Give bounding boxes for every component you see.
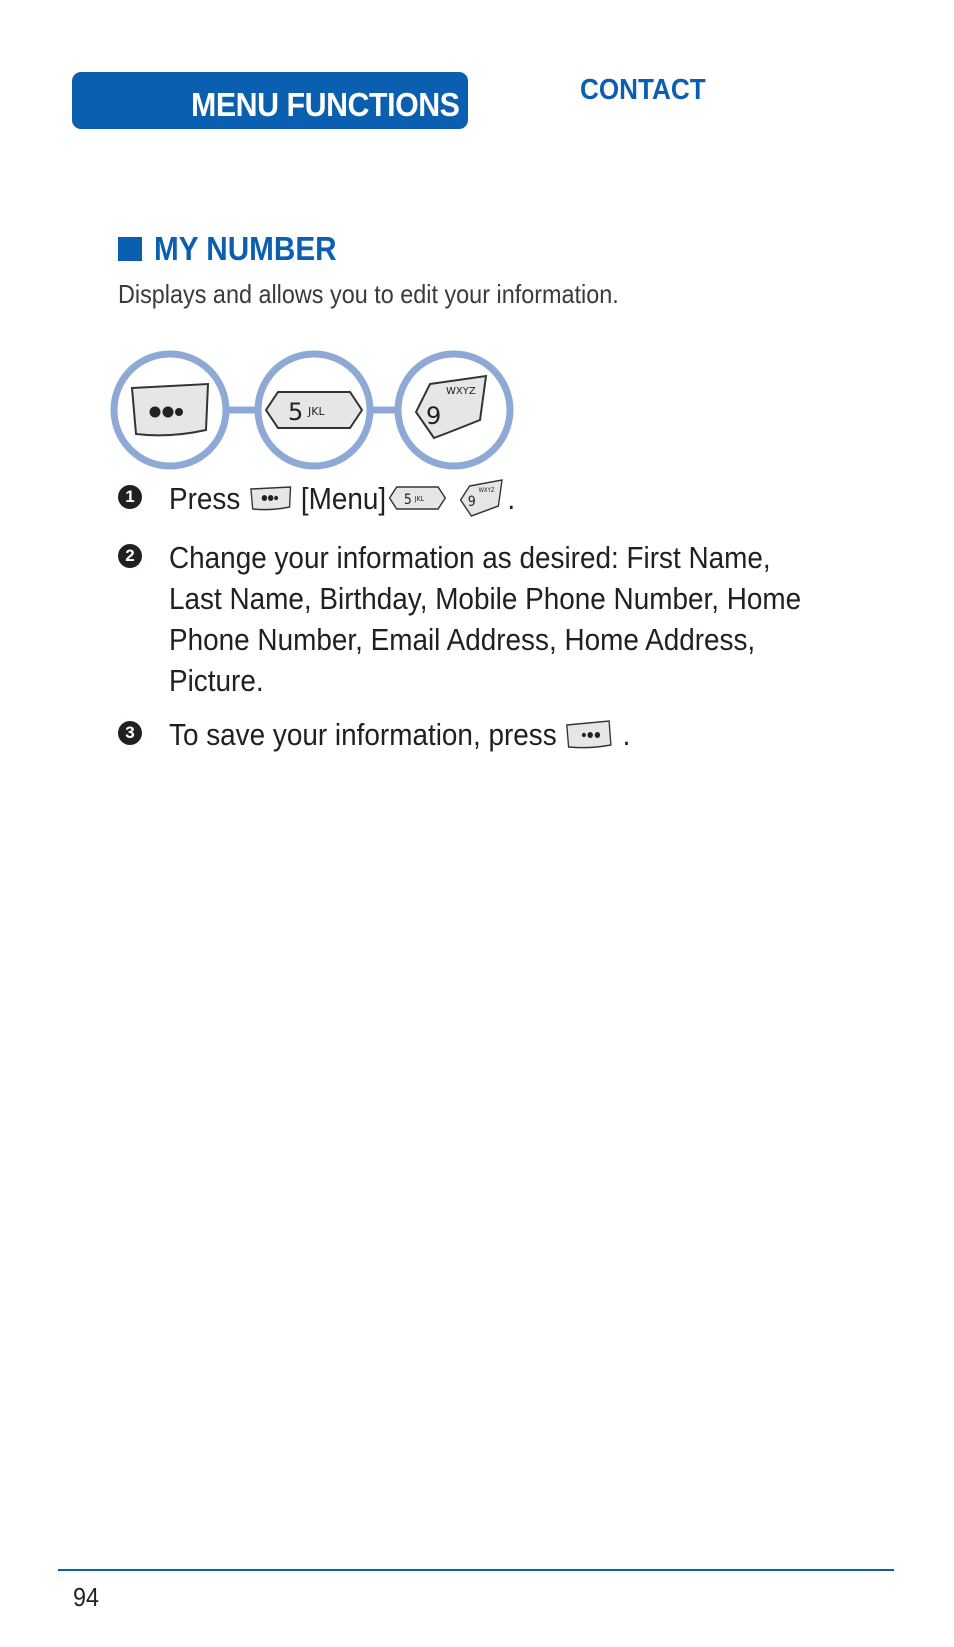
svg-text:5: 5 bbox=[404, 492, 413, 509]
svg-text:5: 5 bbox=[288, 398, 304, 426]
key-5-icon bbox=[258, 354, 370, 466]
svg-text:9: 9 bbox=[426, 402, 442, 430]
step-text bbox=[169, 478, 799, 521]
menu-softkey-icon bbox=[114, 354, 226, 466]
step-line: Picture. bbox=[169, 663, 264, 698]
svg-text:9: 9 bbox=[467, 494, 476, 511]
key-sequence-diagram bbox=[110, 350, 540, 470]
key-9-icon bbox=[457, 478, 507, 518]
page-number: 94 bbox=[73, 1582, 100, 1612]
step-line: Phone Number, Email Address, Home Address, bbox=[169, 622, 756, 657]
step-text bbox=[169, 537, 802, 701]
heading-title: MY NUMBER bbox=[154, 230, 337, 267]
step-line: Change your information as desired: First Name, bbox=[169, 540, 771, 575]
softkey-right-icon bbox=[564, 717, 614, 751]
heading-bullet-icon bbox=[118, 237, 142, 261]
step-text bbox=[169, 714, 799, 755]
step-number: 1 bbox=[118, 485, 142, 509]
step-number: 3 bbox=[118, 721, 142, 745]
step-prefix: To save your information, press bbox=[169, 717, 557, 752]
step-prefix: Press bbox=[169, 481, 241, 516]
menu-softkey-icon bbox=[248, 483, 293, 513]
step-suffix: . bbox=[622, 717, 631, 752]
key-9-icon bbox=[398, 354, 510, 466]
svg-text:JKL: JKL bbox=[308, 405, 325, 418]
section-title: CONTACT bbox=[580, 74, 706, 106]
step-number: 2 bbox=[118, 544, 142, 568]
key-5-icon bbox=[386, 483, 449, 513]
step-suffix: . bbox=[507, 481, 516, 516]
menu-label: [Menu] bbox=[300, 481, 387, 516]
menu-functions-tab bbox=[72, 72, 468, 129]
svg-text:WXYZ: WXYZ bbox=[446, 386, 476, 397]
svg-text:WXYZ: WXYZ bbox=[478, 487, 495, 494]
svg-text:JKL: JKL bbox=[414, 494, 425, 503]
footer-rule bbox=[58, 1569, 894, 1571]
step-line: Last Name, Birthday, Mobile Phone Number, Home bbox=[169, 581, 802, 616]
tab-label: MENU FUNCTIONS bbox=[191, 86, 460, 123]
heading-description: Displays and allows you to edit your information. bbox=[118, 279, 619, 309]
